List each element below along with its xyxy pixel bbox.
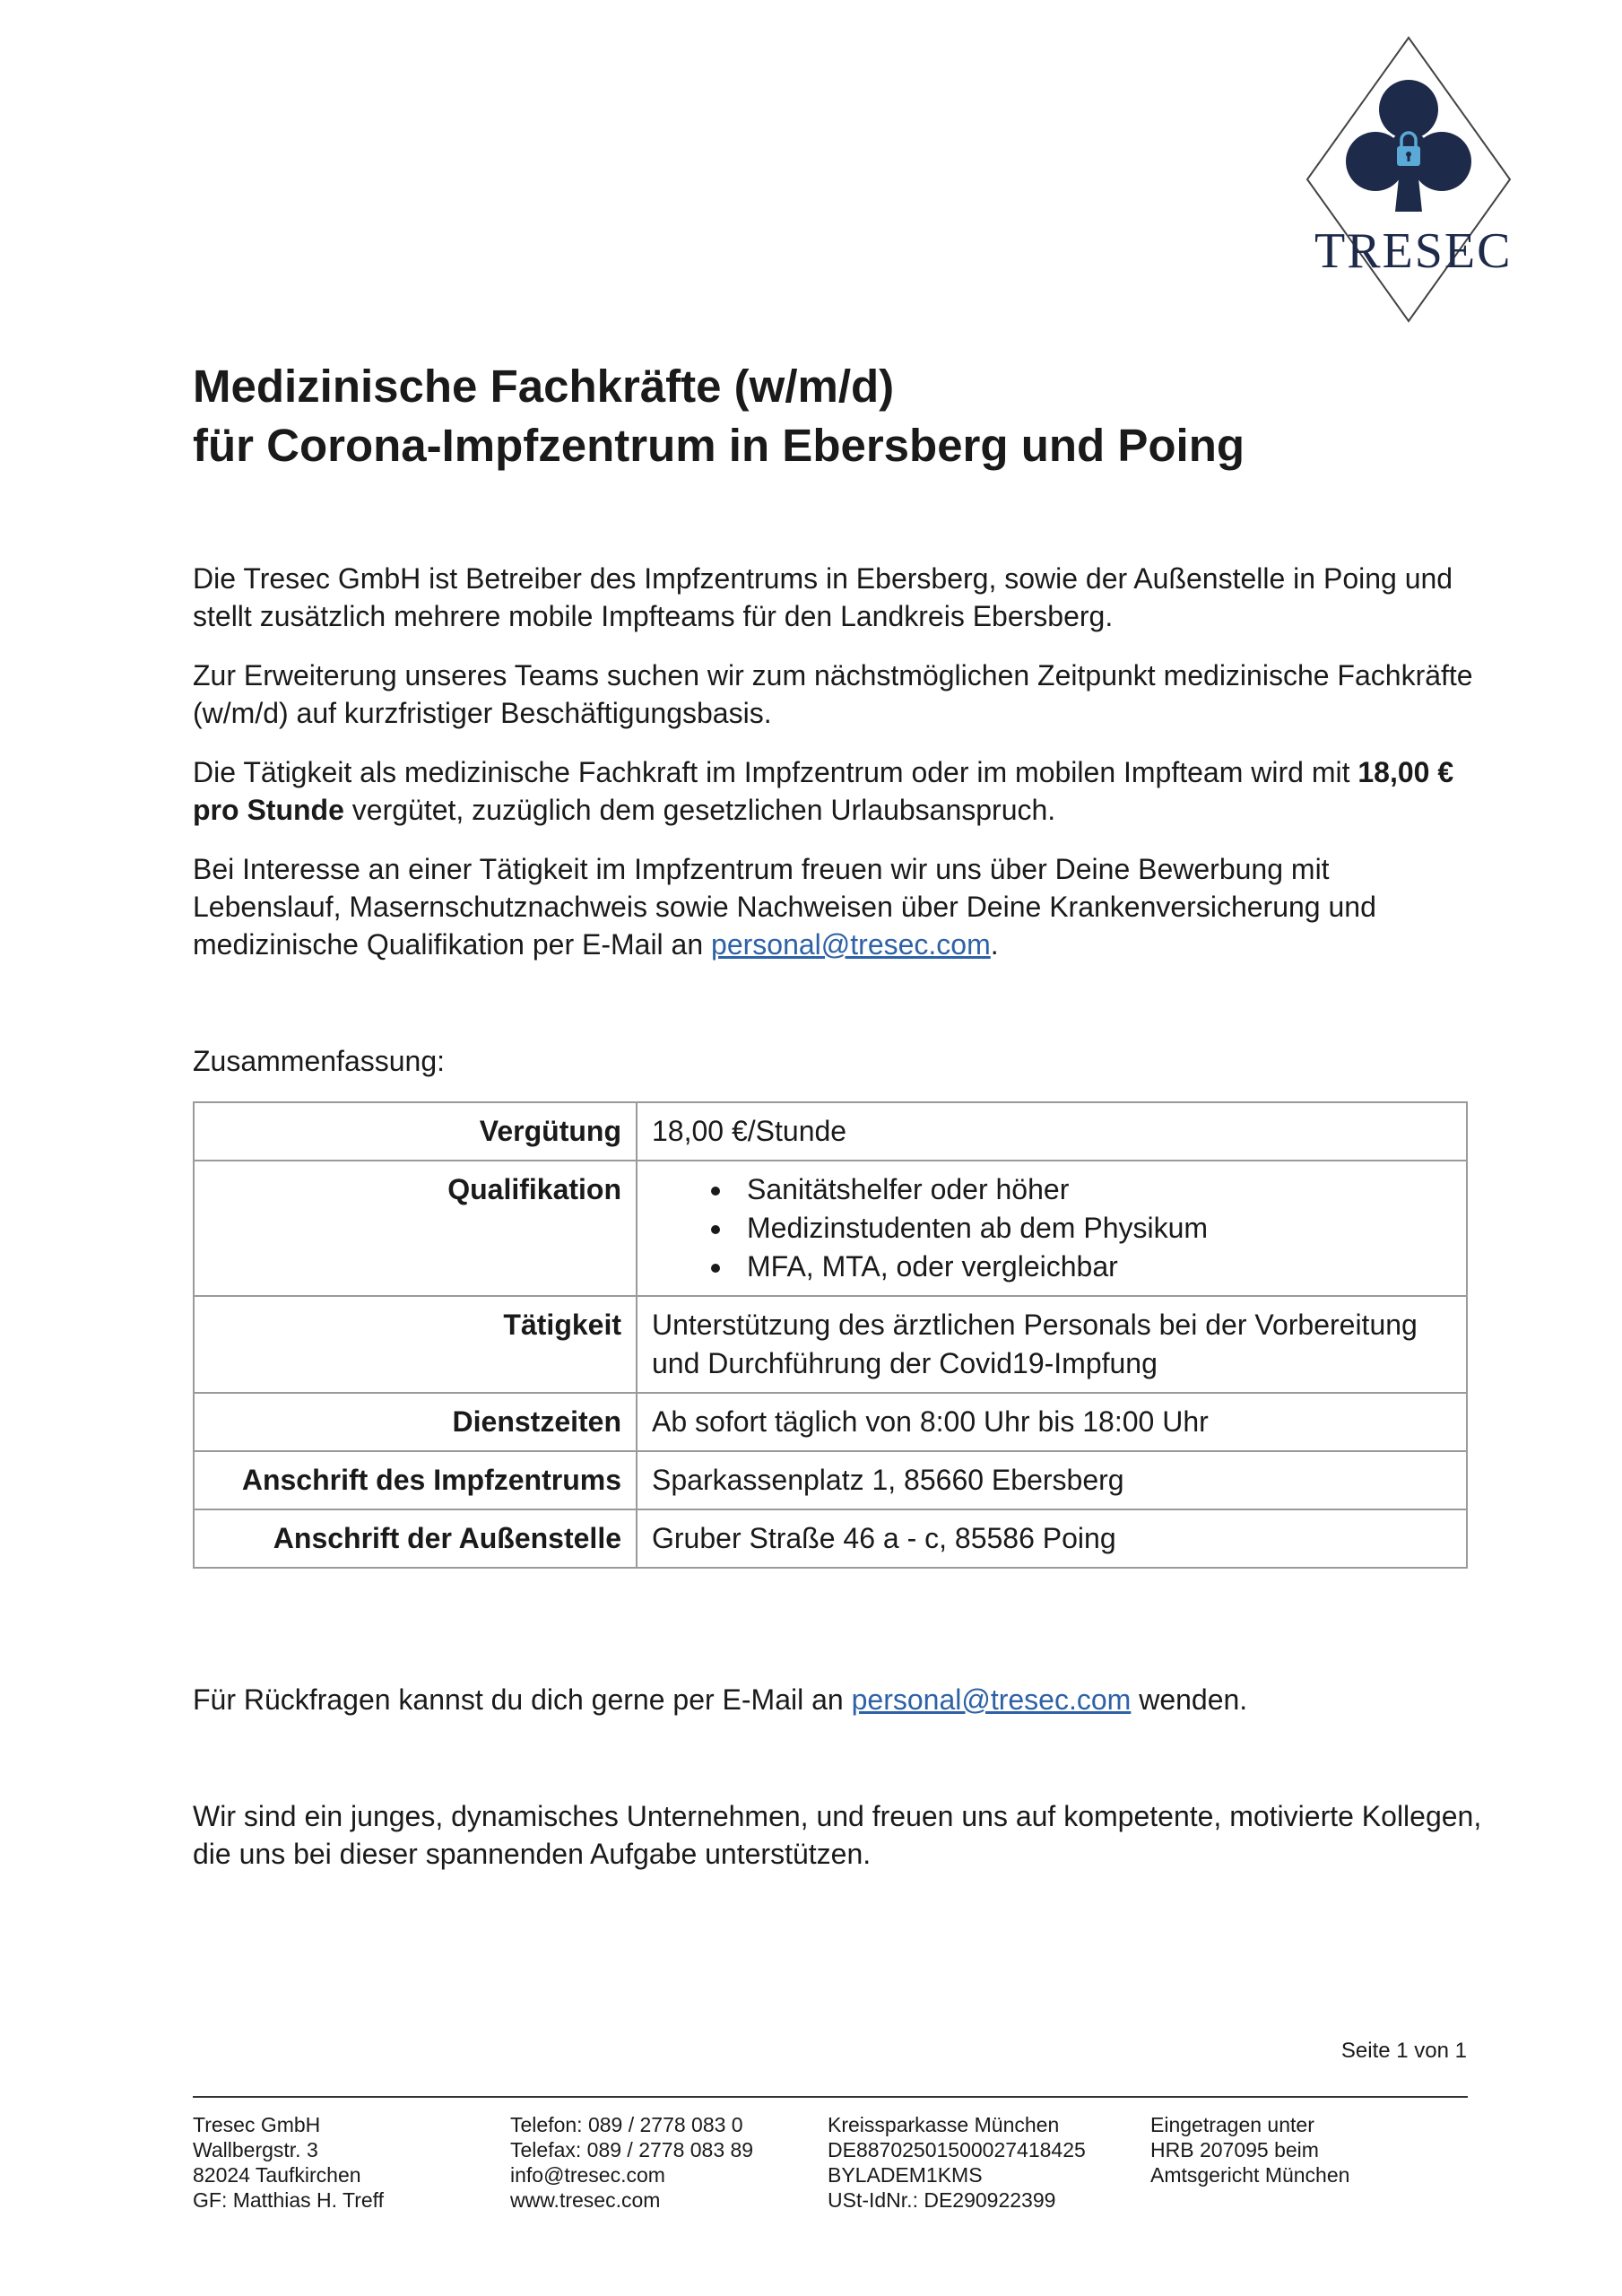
row-key: Vergütung [194,1102,637,1161]
footer-line: GF: Matthias H. Treff [193,2188,385,2212]
row-value: Gruber Straße 46 a - c, 85586 Poing [637,1509,1467,1568]
table-row [194,1296,1467,1393]
footer-line: Telefon: 089 / 2778 083 0 [510,2113,743,2136]
row-value: 18,00 €/Stunde [637,1102,1467,1161]
row-key: Tätigkeit [194,1296,637,1393]
footer-line: Eingetragen unter [1150,2113,1314,2136]
contact-text-a: Für Rückfragen kannst du dich gerne per E-Mail an [193,1683,852,1716]
row-key: Anschrift des Impfzentrums [194,1451,637,1509]
closing-paragraph: Wir sind ein junges, dynamisches Unternehmen, und freuen uns auf kompetente, motivierte Kollegen, die uns bei dieser spannenden Aufgabe unterstützen. [193,1800,1482,1870]
table-row [194,1393,1467,1451]
summary-heading: Zusammenfassung: [193,1045,446,1077]
row-value: Unterstützung des ärztlichen Personals bei der Vorbereitung und Durchführung der Covid19-Impfung [637,1296,1467,1393]
footer-divider [193,2096,1468,2098]
footer-line: HRB 207095 beim [1150,2138,1319,2161]
search-paragraph: Zur Erweiterung unseres Teams suchen wir zum nächstmöglichen Zeitpunkt medizinische Fachkräfte (w/m/d) auf kurzfristiger Beschäftigungsbasis. [193,659,1473,729]
qualification-list [652,1170,1452,1286]
table-row [194,1161,1467,1296]
footer-website[interactable]: www.tresec.com [510,2188,661,2212]
row-key: Anschrift der Außenstelle [194,1509,637,1568]
club-lock-logo-icon [1305,36,1512,323]
contact-text-b: wenden. [1131,1683,1248,1716]
footer-company [193,2112,384,2213]
footer-bank [828,2112,1086,2213]
contact-email-link[interactable]: personal@tresec.com [851,1683,1132,1716]
logo-wordmark: TRESEC [1314,223,1513,279]
footer-line: 82024 Taufkirchen [193,2163,361,2187]
table-row [194,1509,1467,1568]
footer-line: DE88702501500027418425 [828,2138,1086,2161]
summary-table [193,1101,1468,1569]
page-number: Seite 1 von 1 [1340,2039,1467,2063]
row-key: Dienstzeiten [194,1393,637,1451]
footer-register [1150,2112,1349,2187]
pay-paragraph [193,753,1484,829]
list-item: • MFA, MTA, oder vergleichbar [734,1248,1452,1286]
footer-line: Kreissparkasse München [828,2113,1060,2136]
footer-contact [510,2112,753,2213]
list-item: • Medizinstudenten ab dem Physikum [734,1209,1452,1248]
pay-text-b: vergütet, zuzüglich dem gesetzlichen Urlaubsanspruch. [343,794,1056,826]
footer-line: Wallbergstr. 3 [193,2138,318,2161]
title-line-2: für Corona-Impfzentrum in Ebersberg und Poing [193,420,1245,471]
application-paragraph [193,850,1484,963]
footer-line: Amtsgericht München [1150,2163,1350,2187]
row-value: Sparkassenplatz 1, 85660 Ebersberg [637,1451,1467,1509]
table-row [194,1102,1467,1161]
row-key: Qualifikation [194,1161,637,1296]
application-text-b: . [990,928,999,961]
contact-paragraph [193,1681,1484,1718]
footer-line: Tresec GmbH [193,2113,321,2136]
pay-rate: 18,00 € pro Stunde [193,756,1454,826]
application-email-link[interactable]: personal@tresec.com [711,928,991,961]
footer-line: USt-IdNr.: DE290922399 [828,2188,1056,2212]
row-value [637,1161,1467,1296]
application-text-a: Bei Interesse an einer Tätigkeit im Impfzentrum freuen wir uns über Deine Bewerbung mit Lebenslauf, Masernschutznachweis sowie Nachweisen über Deine Krankenversicherung und medizinische Qualifikation per E-Mail an [193,853,1376,961]
pay-text-a: Die Tätigkeit als medizinische Fachkraft im Impfzentrum oder im mobilen Impfteam wird mit [193,756,1358,788]
list-item: • Sanitätshelfer oder höher [734,1170,1452,1209]
intro-paragraph: Die Tresec GmbH ist Betreiber des Impfzentrums in Ebersberg, sowie der Außenstelle in Poing und stellt zusätzlich mehrere mobile Impfteams für den Landkreis Ebersberg. [193,562,1453,632]
page-title [193,357,1245,475]
row-value: Ab sofort täglich von 8:00 Uhr bis 18:00 Uhr [637,1393,1467,1451]
footer-email[interactable]: info@tresec.com [510,2163,665,2187]
footer-line: Telefax: 089 / 2778 083 89 [510,2138,754,2161]
title-line-1: Medizinische Fachkräfte (w/m/d) [193,361,895,412]
table-row [194,1451,1467,1509]
footer-line: BYLADEM1KMS [828,2163,983,2187]
